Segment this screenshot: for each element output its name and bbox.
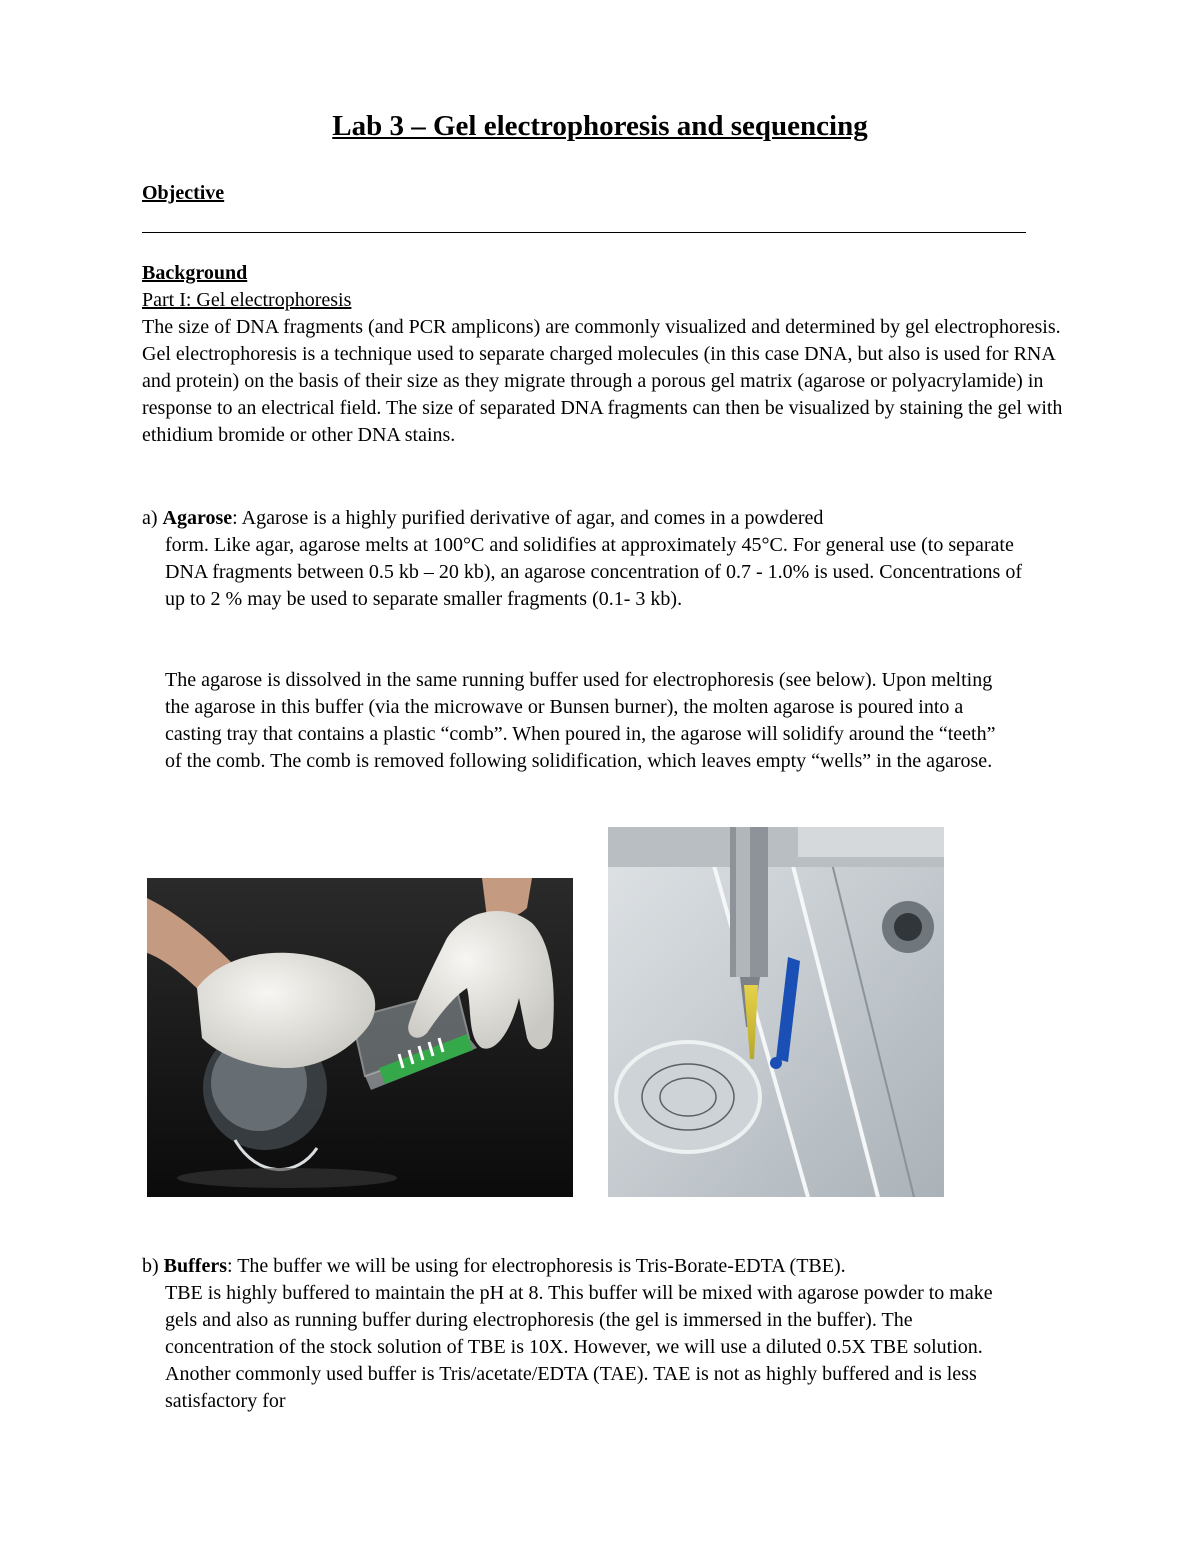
buffers-description: TBE is highly buffered to maintain the pH at 8. This buffer will be mixed with agarose powder to make gels and also as running buffer during electrophoresis (the gel is immersed in the buffer). The concentration of the stock solution of TBE is 10X. However, we will use a diluted 0.5X TBE solution. Another commonly used buffer is Tris/acetate/EDTA (TAE). TAE is not as highly buffered and is less satisfactory for xyxy=(165,1282,993,1412)
background-section xyxy=(142,260,1072,449)
agarose-first-line: : Agarose is a highly purified derivative of agar, and comes in a powdered xyxy=(232,507,824,529)
objective-answer-line xyxy=(142,232,1026,233)
page-title: Lab 3 – Gel electrophoresis and sequencing xyxy=(332,110,868,142)
agarose-term: Agarose xyxy=(162,507,233,529)
agarose-item xyxy=(142,505,1022,613)
agarose-casting-text: The agarose is dissolved in the same running buffer used for electrophoresis (see below). Upon melting the agarose in this buffer (via the microwave or Bunsen burner), the molten agarose is poured into a casting tray that contains a plastic “comb”. When poured in, the agarose will solidify around the “teeth” of the comb. The comb is removed following solidification, which leaves empty “wells” in the agarose. xyxy=(165,669,996,772)
agarose-paragraph-2 xyxy=(165,667,1005,775)
casting-tray-illustration xyxy=(147,878,573,1197)
buffers-prefix: b) xyxy=(142,1255,164,1277)
agarose-prefix: a) xyxy=(142,507,163,529)
agarose-description: form. Like agar, agarose melts at 100°C and solidifies at approximately 45°C. For general use (to separate DNA fragments between 0.5 kb – 20 kb), an agarose concentration of 0.7 - 1.0% is used. Concentrations of up to 2 % may be used to separate smaller fragments (0.1- 3 kb). xyxy=(165,534,1023,610)
buffers-item xyxy=(142,1253,1022,1415)
gel-loading-photo xyxy=(608,827,944,1197)
objective-heading: Objective xyxy=(142,182,225,204)
buffers-term: Buffers xyxy=(163,1255,227,1277)
gel-loading-illustration xyxy=(608,827,944,1197)
buffers-first-line: : The buffer we will be using for electrophoresis is Tris-Borate-EDTA (TBE). xyxy=(227,1255,846,1277)
part1-heading: Part I: Gel electrophoresis xyxy=(142,289,352,311)
casting-tray-photo xyxy=(147,878,573,1197)
background-heading: Background xyxy=(142,262,248,284)
intro-paragraph: The size of DNA fragments (and PCR amplicons) are commonly visualized and determined by gel electrophoresis. Gel electrophoresis is a technique used to separate charged molecules (in this case DNA, but also is used for RNA and protein) on the basis of their size as they migrate through a porous gel matrix (agarose or polyacrylamide) in response to an electrical field. The size of separated DNA fragments can then be visualized by staining the gel with ethidium bromide or other DNA stains. xyxy=(142,316,1063,446)
